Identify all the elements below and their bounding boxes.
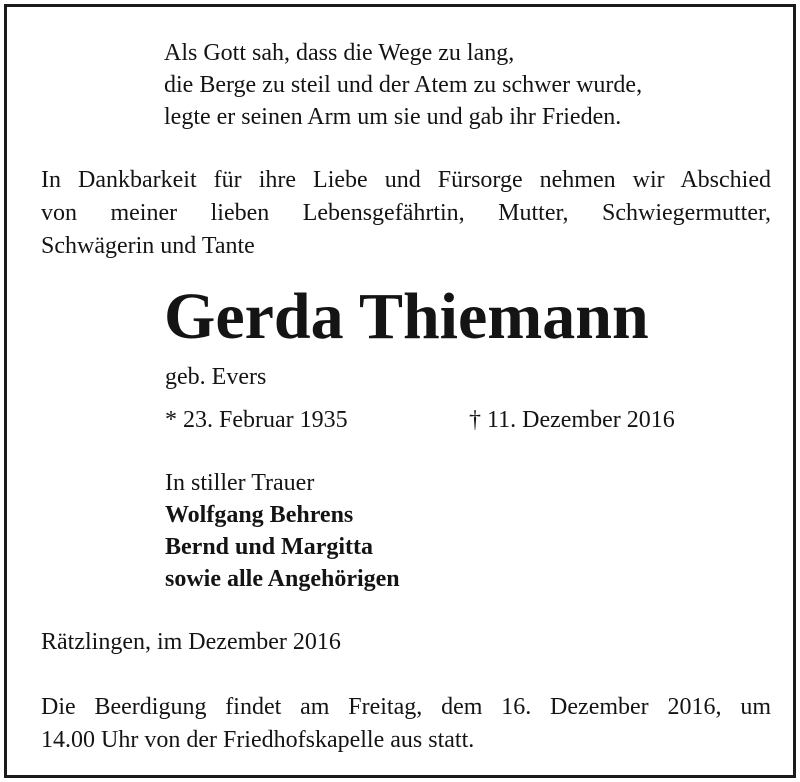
intro-line: In Dankbarkeit für ihre Liebe und Fürsorge nehmen wir Abschied	[41, 167, 771, 193]
mourning-heading: In stiller Trauer	[165, 470, 315, 496]
funeral-info	[41, 691, 771, 757]
mourners-list	[165, 499, 400, 595]
intro-line: von meiner lieben Lebensgefährtin, Mutter, Schwiegermutter,	[41, 200, 771, 226]
poem-line: Als Gott sah, dass die Wege zu lang,	[164, 40, 515, 66]
mourner-name: Wolfgang Behrens	[165, 502, 354, 528]
mourner-name: Bernd und Margitta	[165, 534, 374, 560]
intro-line: Schwägerin und Tante	[41, 233, 255, 259]
funeral-line: Die Beerdigung findet am Freitag, dem 16. Dezember 2016, um	[41, 694, 771, 720]
intro-paragraph	[41, 164, 771, 263]
poem-line: die Berge zu steil und der Atem zu schwer wurde,	[164, 72, 643, 98]
death-date: † 11. Dezember 2016	[469, 407, 675, 433]
birth-date: * 23. Februar 1935	[165, 407, 348, 433]
poem-line: legte er seinen Arm um sie und gab ihr Frieden.	[164, 104, 622, 130]
memorial-poem	[164, 37, 642, 133]
funeral-line: 14.00 Uhr von der Friedhofskapelle aus statt.	[41, 727, 475, 753]
maiden-name: geb. Evers	[165, 364, 267, 390]
place-and-date: Rätzlingen, im Dezember 2016	[41, 629, 341, 655]
obituary-notice	[4, 4, 796, 778]
mourner-name: sowie alle Angehörigen	[165, 566, 400, 592]
deceased-name: Gerda Thiemann	[164, 280, 649, 353]
